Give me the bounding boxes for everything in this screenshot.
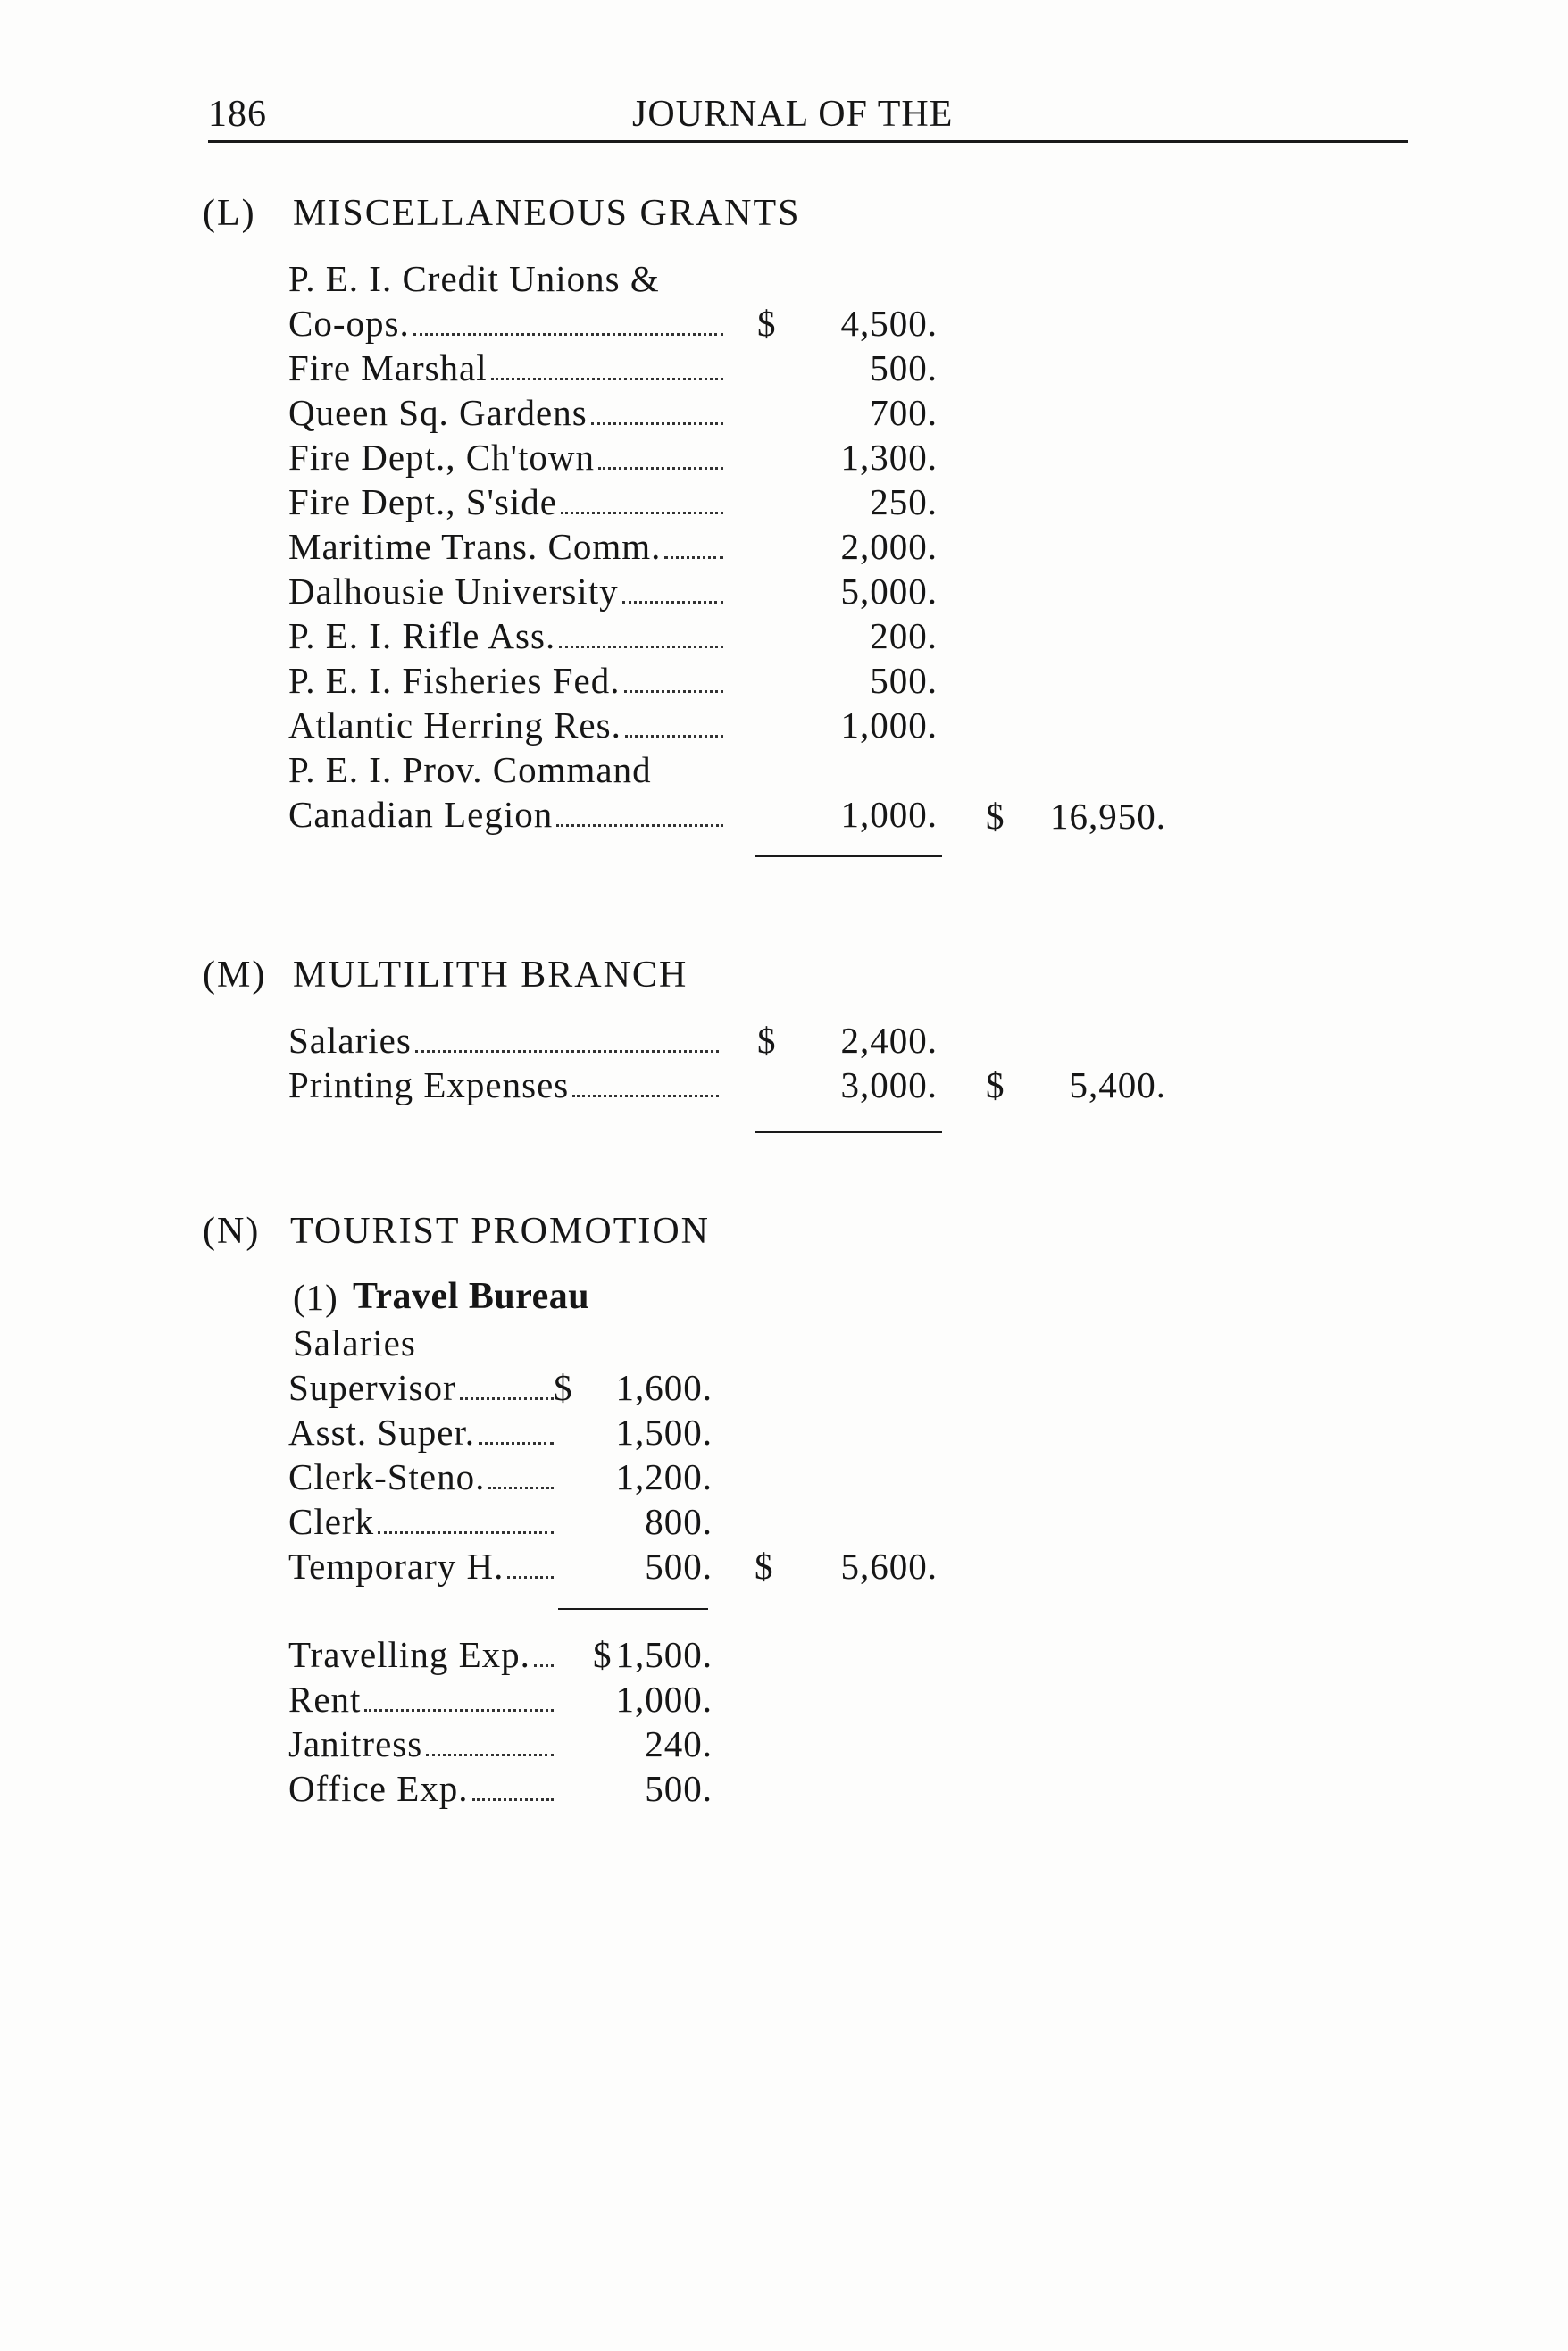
line-label: Asst. Super. (288, 1412, 476, 1453)
subsection-title: Travel Bureau (353, 1276, 590, 1317)
line-amount: 1,000. (615, 1679, 713, 1720)
dot-leader (491, 378, 723, 380)
line-amount: 500. (870, 347, 938, 388)
dollar-sign: $ (757, 1020, 777, 1061)
line-amount: 1,300. (840, 437, 938, 478)
dot-leader (488, 1487, 554, 1489)
line-label: Fire Dept., S'side (288, 481, 557, 522)
dot-leader (479, 1442, 554, 1445)
line-amount: 1,500. (615, 1634, 713, 1675)
section-l-rule (755, 855, 942, 857)
line-label: Temporary H. (288, 1546, 505, 1587)
subsection-number: (1) (293, 1277, 338, 1318)
line-label: Janitress (288, 1723, 423, 1764)
dot-leader (572, 1095, 719, 1097)
dot-leader (426, 1754, 554, 1756)
section-l-marker: (L) (203, 193, 256, 234)
dot-leader (378, 1531, 554, 1534)
page-number: 186 (208, 94, 267, 135)
dollar-sign: $ (757, 303, 777, 344)
dot-leader (413, 333, 723, 336)
section-n-title: TOURIST PROMOTION (290, 1211, 710, 1252)
line-amount: 240. (645, 1723, 713, 1764)
line-label: Travelling Exp. (288, 1634, 530, 1675)
salaries-rule (558, 1608, 708, 1610)
section-l-title: MISCELLANEOUS GRANTS (293, 193, 801, 234)
line-label: Canadian Legion (288, 794, 554, 835)
line-label: Dalhousie University (288, 571, 619, 612)
dollar-sign: $ (554, 1367, 573, 1408)
line-label: P. E. I. Rifle Ass. (288, 615, 556, 656)
section-m-total-dollar: $ (986, 1064, 1005, 1105)
line-label: Fire Dept., Ch'town (288, 437, 595, 478)
line-amount: 800. (645, 1501, 713, 1542)
dot-leader (625, 735, 723, 738)
line-amount: 1,000. (840, 704, 938, 746)
line-label: Queen Sq. Gardens (288, 392, 588, 433)
section-m-total: 5,400. (1069, 1064, 1166, 1105)
salaries-total: 5,600. (840, 1546, 938, 1587)
dot-leader (507, 1576, 554, 1579)
section-m-rule (755, 1131, 942, 1133)
line-label: Salaries (288, 1020, 412, 1061)
dot-leader (364, 1709, 554, 1712)
section-l-total-dollar: $ (986, 796, 1005, 837)
line-label: Printing Expenses (288, 1064, 570, 1105)
dot-leader (460, 1397, 554, 1400)
dot-leader (534, 1664, 554, 1667)
line-label: Fire Marshal (288, 347, 488, 388)
line-amount: 200. (870, 615, 938, 656)
line-label: Office Exp. (288, 1768, 469, 1809)
line-amount: 3,000. (840, 1064, 938, 1105)
line-amount: 700. (870, 392, 938, 433)
line-label: Maritime Trans. Comm. (288, 526, 662, 567)
line-amount: 250. (870, 481, 938, 522)
line-amount: 500. (645, 1768, 713, 1809)
dot-leader (472, 1798, 554, 1801)
line-amount: 2,000. (840, 526, 938, 567)
dot-leader (561, 512, 723, 514)
line-amount: 2,400. (840, 1020, 938, 1061)
header-rule (208, 140, 1408, 143)
line-label: Co-ops. (288, 303, 410, 344)
line-amount: 1,600. (615, 1367, 713, 1408)
dot-leader (624, 690, 724, 693)
line-amount: 1,500. (615, 1412, 713, 1453)
line-label: P. E. I. Fisheries Fed. (288, 660, 621, 701)
running-title: JOURNAL OF THE (632, 94, 954, 135)
dot-leader (556, 824, 723, 827)
section-n-marker: (N) (203, 1211, 261, 1252)
line-label: Atlantic Herring Res. (288, 704, 621, 746)
line-amount: 5,000. (840, 571, 938, 612)
line-amount: 4,500. (840, 303, 938, 344)
line-amount: 1,000. (840, 794, 938, 835)
line-label: Clerk-Steno. (288, 1456, 486, 1497)
line-amount: 1,200. (615, 1456, 713, 1497)
dot-leader (598, 467, 723, 470)
section-m-title: MULTILITH BRANCH (293, 955, 688, 996)
line-label: P. E. I. Prov. Command (288, 749, 652, 790)
section-m-marker: (M) (203, 955, 267, 996)
dot-leader (664, 556, 723, 559)
line-amount: 500. (870, 660, 938, 701)
line-label: Clerk (288, 1501, 375, 1542)
salaries-heading: Salaries (293, 1322, 416, 1363)
dot-leader (591, 422, 723, 425)
section-l-total: 16,950. (1050, 796, 1166, 837)
dot-leader (415, 1050, 719, 1053)
dot-leader (622, 601, 723, 604)
line-label: Supervisor (288, 1367, 456, 1408)
line-label: Rent (288, 1679, 362, 1720)
line-amount: 500. (645, 1546, 713, 1587)
salaries-total-dollar: $ (755, 1546, 774, 1587)
line-label: P. E. I. Credit Unions & (288, 258, 660, 299)
dot-leader (559, 646, 723, 648)
dollar-sign: $ (593, 1634, 613, 1675)
